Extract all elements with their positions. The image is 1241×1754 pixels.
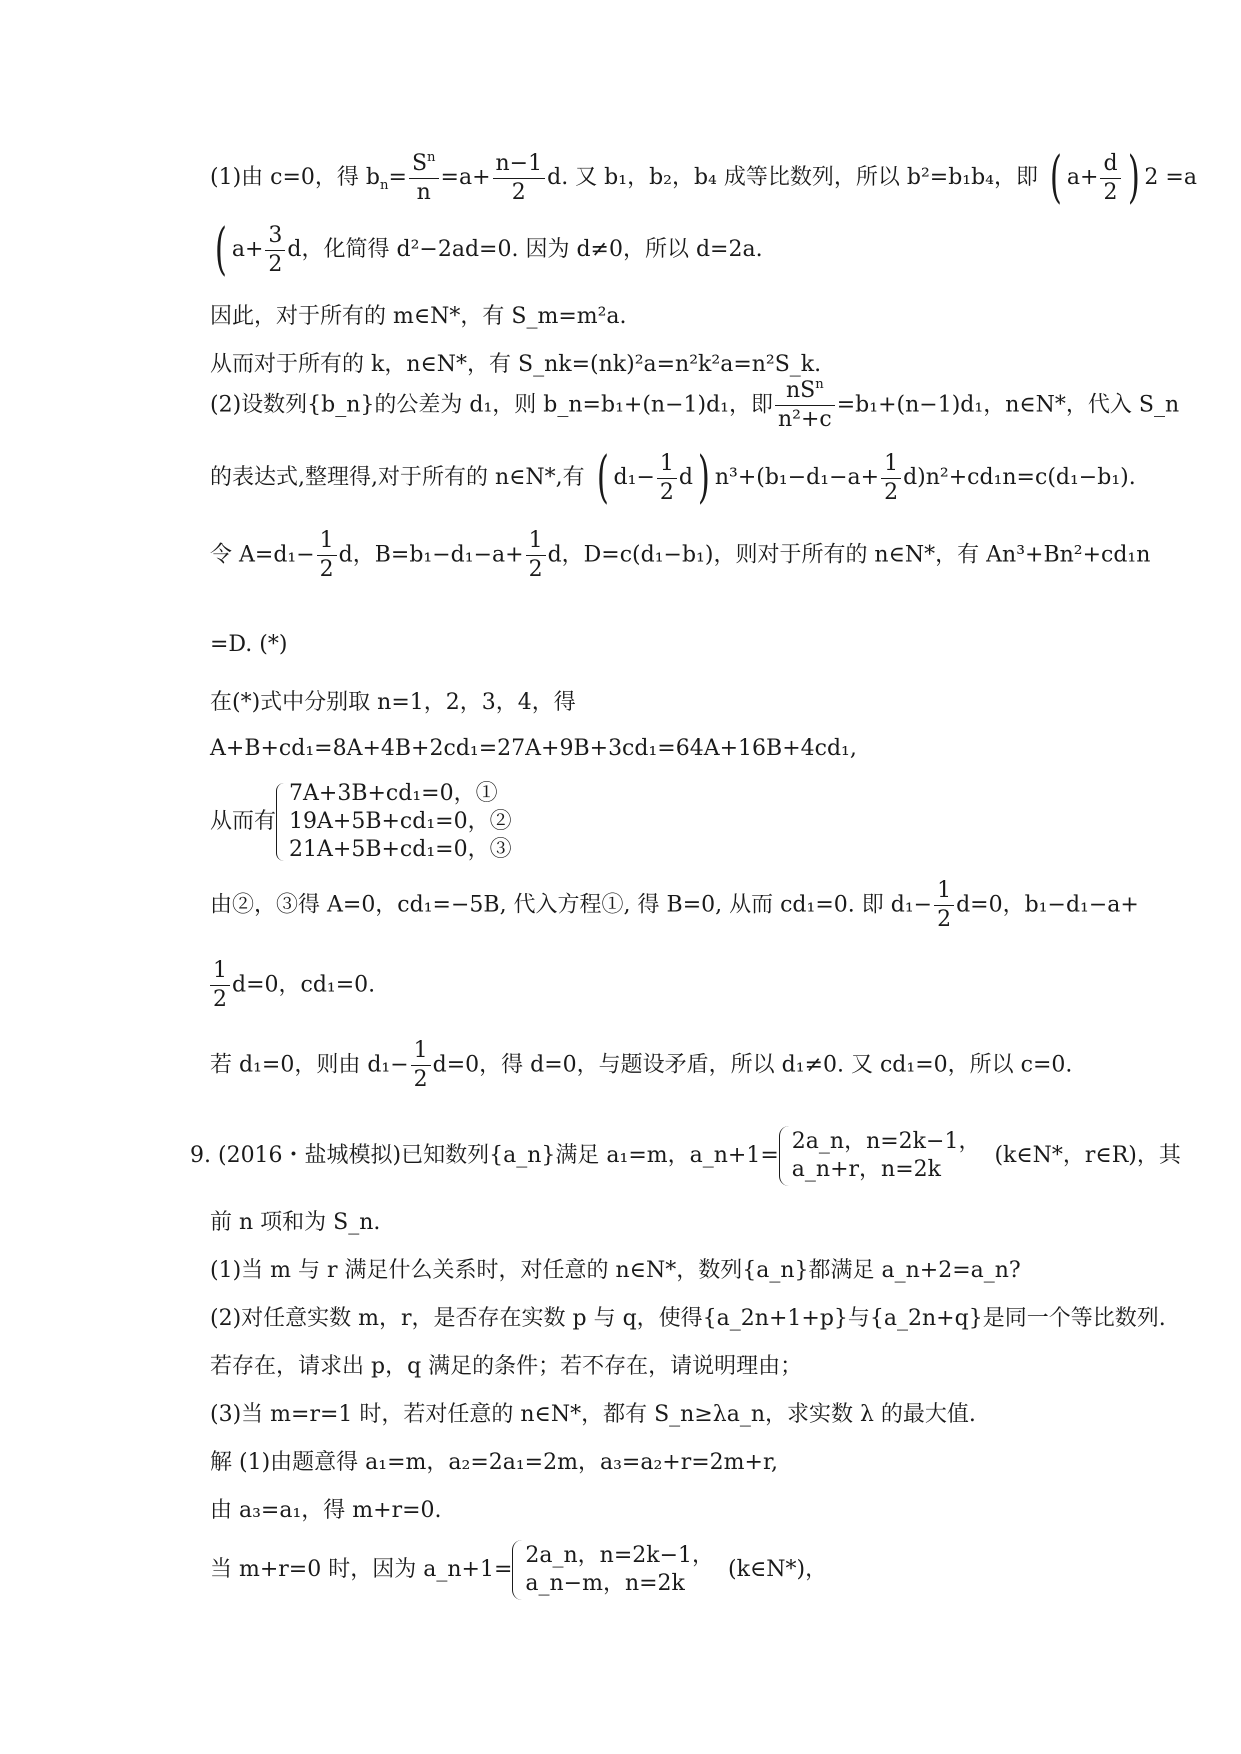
solution-line-9: 在(*)式中分别取 n=1，2，3，4，得 [210,690,576,715]
answer-line-2: 由 a₃=a₁，得 m+r=0. [210,1498,442,1523]
solution-line-6: 的表达式,整理得,对于所有的 n∈N*,有 ( d₁− $\frac{1}{2}$ d) n³+(b₁−d₁−a+ $\frac{1}{2}$ d)n²+cd₁n=c(d₁−b₁). [210,445,1136,510]
question-9-part-3: (3)当 m=r=1 时，若对任意的 n∈N*，都有 S_n≥λa_n，求实数 λ 的最大值. [210,1402,976,1427]
solution-line-3: 因此，对于所有的 m∈N*，有 S_m=m²a. [210,304,627,329]
question-9: 9. (2016・盐城模拟)已知数列{a_n}满足 a₁=m，a_n+1= 2a_n，n=2k−1， a_n+r，n=2k (k∈N*，r∈R)，其 [190,1126,1091,1186]
solution-line-7: 令 A=d₁− $\frac{1}{2}$ d，B=b₁−d₁−a+ $\frac{1}{2}$ d，D=c(d₁−b₁)，则对于所有的 n∈N*，有 An³+Bn²+cd₁n [210,528,1151,582]
text: (1)由 c=0，得 b [210,165,380,190]
fraction: $\frac{1}{2}$ [317,530,337,581]
solution-line-14: 若 d₁=0，则由 d₁− $\frac{1}{2}$ d=0，得 d=0，与题设矛盾，所以 d₁≠0. 又 cd₁=0，所以 c=0. [210,1038,1073,1092]
solution-line-4: 从而对于所有的 k，n∈N*，有 S_nk=(nk)²a=n²k²a=n²S_k. [210,352,822,377]
solution-line-12: 由②，③得 A=0，cd₁=−5B, 代入方程①, 得 B=0, 从而 cd₁=0. 即 d₁− $\frac{1}{2}$ d=0，b₁−d₁−a+ [210,878,1139,932]
fraction: $\frac{1}{2}$ [657,453,677,504]
fraction: $\frac{d}{2}$ [1100,153,1120,204]
solution-line-5: (2)设数列{b_n}的公差为 d₁，则 b_n=b₁+(n−1)d₁，即 $\frac{nS^n}{\text{n²+c}}$ =b₁+(n−1)d₁，n∈N*，代入 S_n [210,377,1180,432]
brace [276,783,285,861]
equation-system: 从而有 7A+3B+cd₁=0，① 19A+5B+cd₁=0，② 21A+5B+cd₁=0，③ [210,781,512,862]
answer-line-1: 解 (1)由题意得 a₁=m，a₂=2a₁=2m，a₃=a₂+r=2m+r, [210,1450,779,1475]
solution-line-1: (1)由 c=0，得 $b_n=$ $\frac{S^n}{n}$ =a+ $\frac{n-1}{2}$ d. 又 b₁，b₂，b₄ 成等比数列，所以 b²=b₁b₄，即 ( a+ $\frac{d}{2}$ ) 2 =a [210,145,1197,210]
fraction: $\frac{S^n}{n}$ [409,153,439,204]
question-9-part-1: (1)当 m 与 r 满足什么关系时，对任意的 n∈N*，数列{a_n}都满足 a_n+2=a_n? [210,1258,1021,1283]
fraction: $\frac{nS^n}{\text{n²+c}}$ [775,380,835,431]
solution-line-2: ( a+ $\frac{3}{2}$ d，化简得 d²−2ad=0. 因为 d≠0，所以 d=2a. [214,217,763,282]
fraction: $\frac{3}{2}$ [265,225,285,276]
question-9-part-2b: 若存在，请求出 p，q 满足的条件；若不存在，请说明理由； [210,1354,803,1379]
question-9-line-2: 前 n 项和为 S_n. [210,1210,381,1235]
answer-line-3: 当 m+r=0 时，因为 a_n+1= 2a_n，n=2k−1， a_n−m，n=2k (k∈N*)， [210,1540,1091,1600]
solution-line-13: $\frac{1}{2}$ d=0，cd₁=0. [210,960,1091,1011]
solution-line-10: A+B+cd₁=8A+4B+2cd₁=27A+9B+3cd₁=64A+16B+4cd₁, [210,736,857,761]
brace [779,1126,790,1186]
fraction: $\frac{1}{2}$ [210,960,230,1011]
solution-line-8: =D. (*) [210,632,288,657]
brace [512,1540,523,1600]
fraction: $\frac{1}{2}$ [526,530,546,581]
fraction: $\frac{1}{2}$ [411,1040,431,1091]
fraction: $\frac{n-1}{2}$ [493,153,546,204]
fraction: $\frac{1}{2}$ [934,880,954,931]
question-9-part-2: (2)对任意实数 m，r，是否存在实数 p 与 q，使得{a_2n+1+p}与{a_2n+q}是同一个等比数列. [210,1306,1166,1331]
fraction: $\frac{1}{2}$ [881,453,901,504]
